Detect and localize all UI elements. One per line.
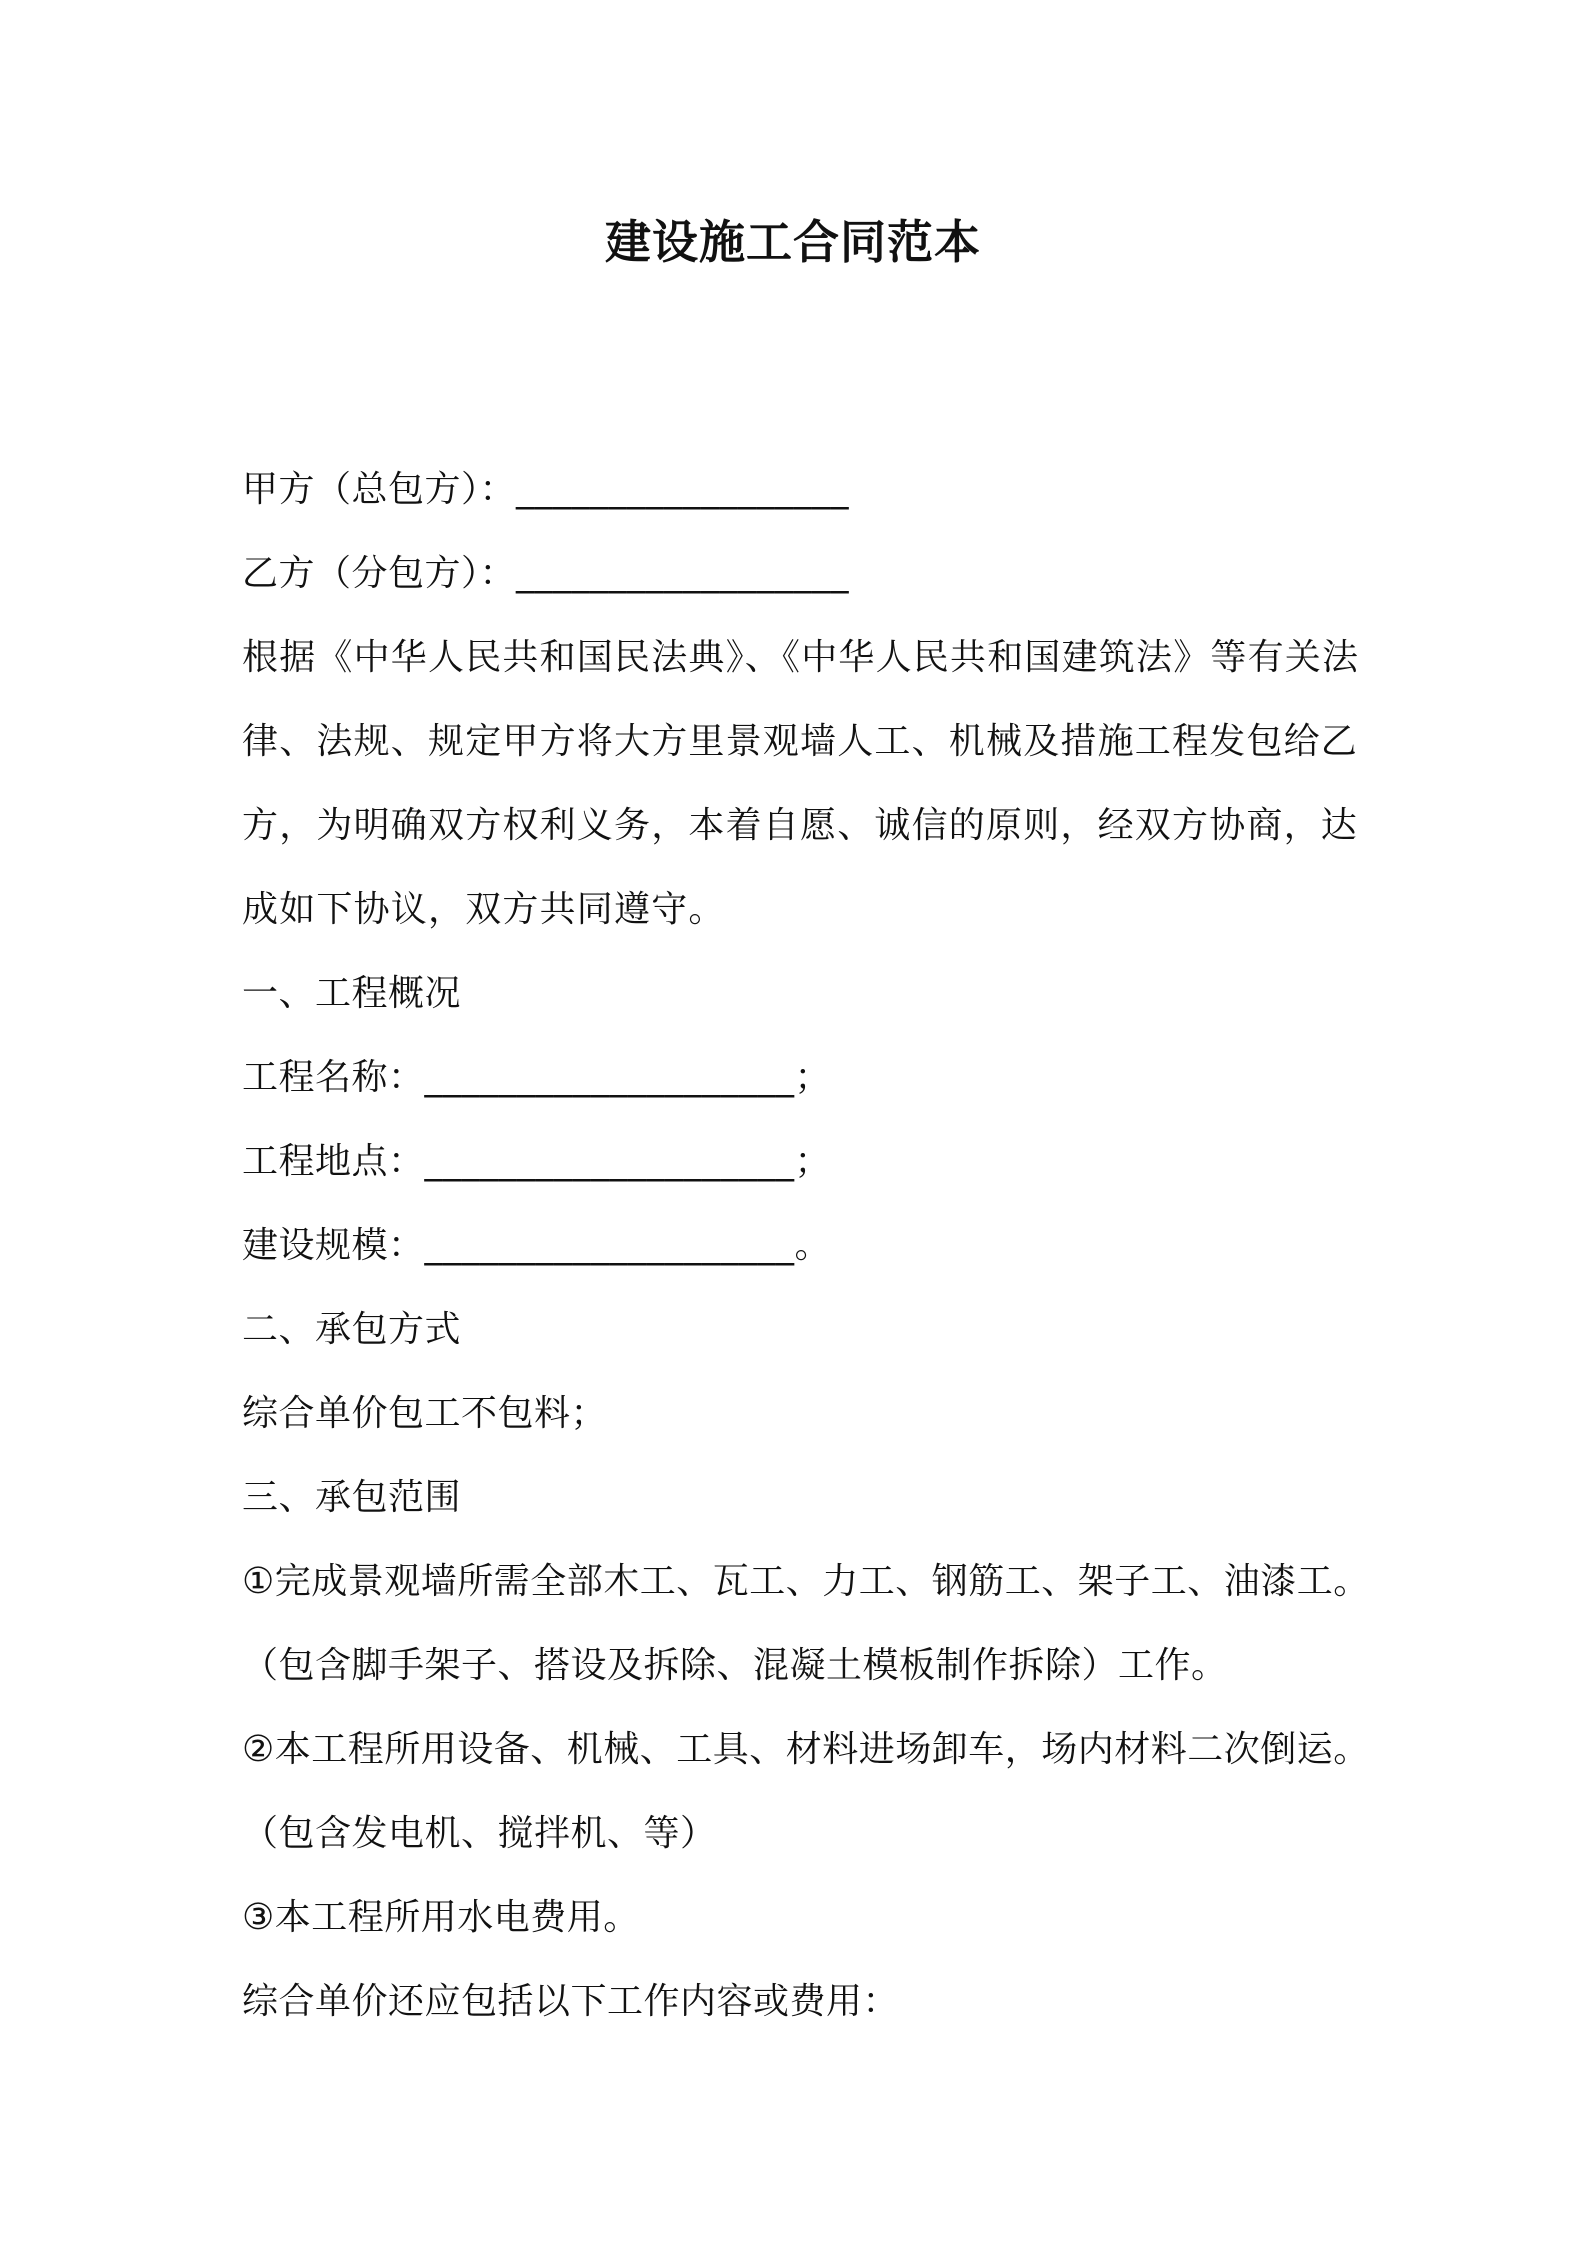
scope-item-1: ①完成景观墙所需全部木工、瓦工、力工、钢筋工、架子工、油漆工。	[242, 1561, 1370, 1602]
contract-method-line: 综合单价包工不包料；	[242, 1393, 608, 1434]
project-name-line: 工程名称：____________________；	[242, 1057, 832, 1098]
preamble-line-3: 方，为明确双方权利义务，本着自愿、诚信的原则，经双方协商，达	[242, 805, 1359, 846]
preamble-line-2: 律、法规、规定甲方将大方里景观墙人工、机械及措施工程发包给乙	[242, 721, 1359, 762]
unit-price-includes-line: 综合单价还应包括以下工作内容或费用：	[242, 1981, 900, 2022]
scope-item-3: ③本工程所用水电费用。	[242, 1897, 640, 1938]
scope-item-2: ②本工程所用设备、机械、工具、材料进场卸车，场内材料二次倒运。	[242, 1729, 1370, 1770]
party-b-line: 乙方（分包方）：__________________	[242, 553, 850, 594]
section-heading-3: 三、承包范围	[242, 1477, 462, 1518]
party-a-line: 甲方（总包方）：__________________	[242, 469, 850, 510]
section-heading-1: 一、工程概况	[242, 973, 462, 1014]
project-location-line: 工程地点：____________________；	[242, 1141, 832, 1182]
document-title: 建设施工合同范本	[605, 215, 981, 269]
project-scale-line: 建设规模：____________________。	[242, 1225, 832, 1266]
preamble-line-4: 成如下协议，双方共同遵守。	[242, 889, 726, 930]
scope-item-2-note: （包含发电机、搅拌机、等）	[242, 1813, 717, 1854]
section-heading-2: 二、承包方式	[242, 1309, 462, 1350]
document-body	[242, 448, 1370, 2044]
preamble-line-1: 根据《中华人民共和国民法典》、《中华人民共和国建筑法》等有关法	[242, 637, 1360, 678]
scope-item-1-note: （包含脚手架子、搭设及拆除、混凝土模板制作拆除）工作。	[242, 1645, 1228, 1686]
